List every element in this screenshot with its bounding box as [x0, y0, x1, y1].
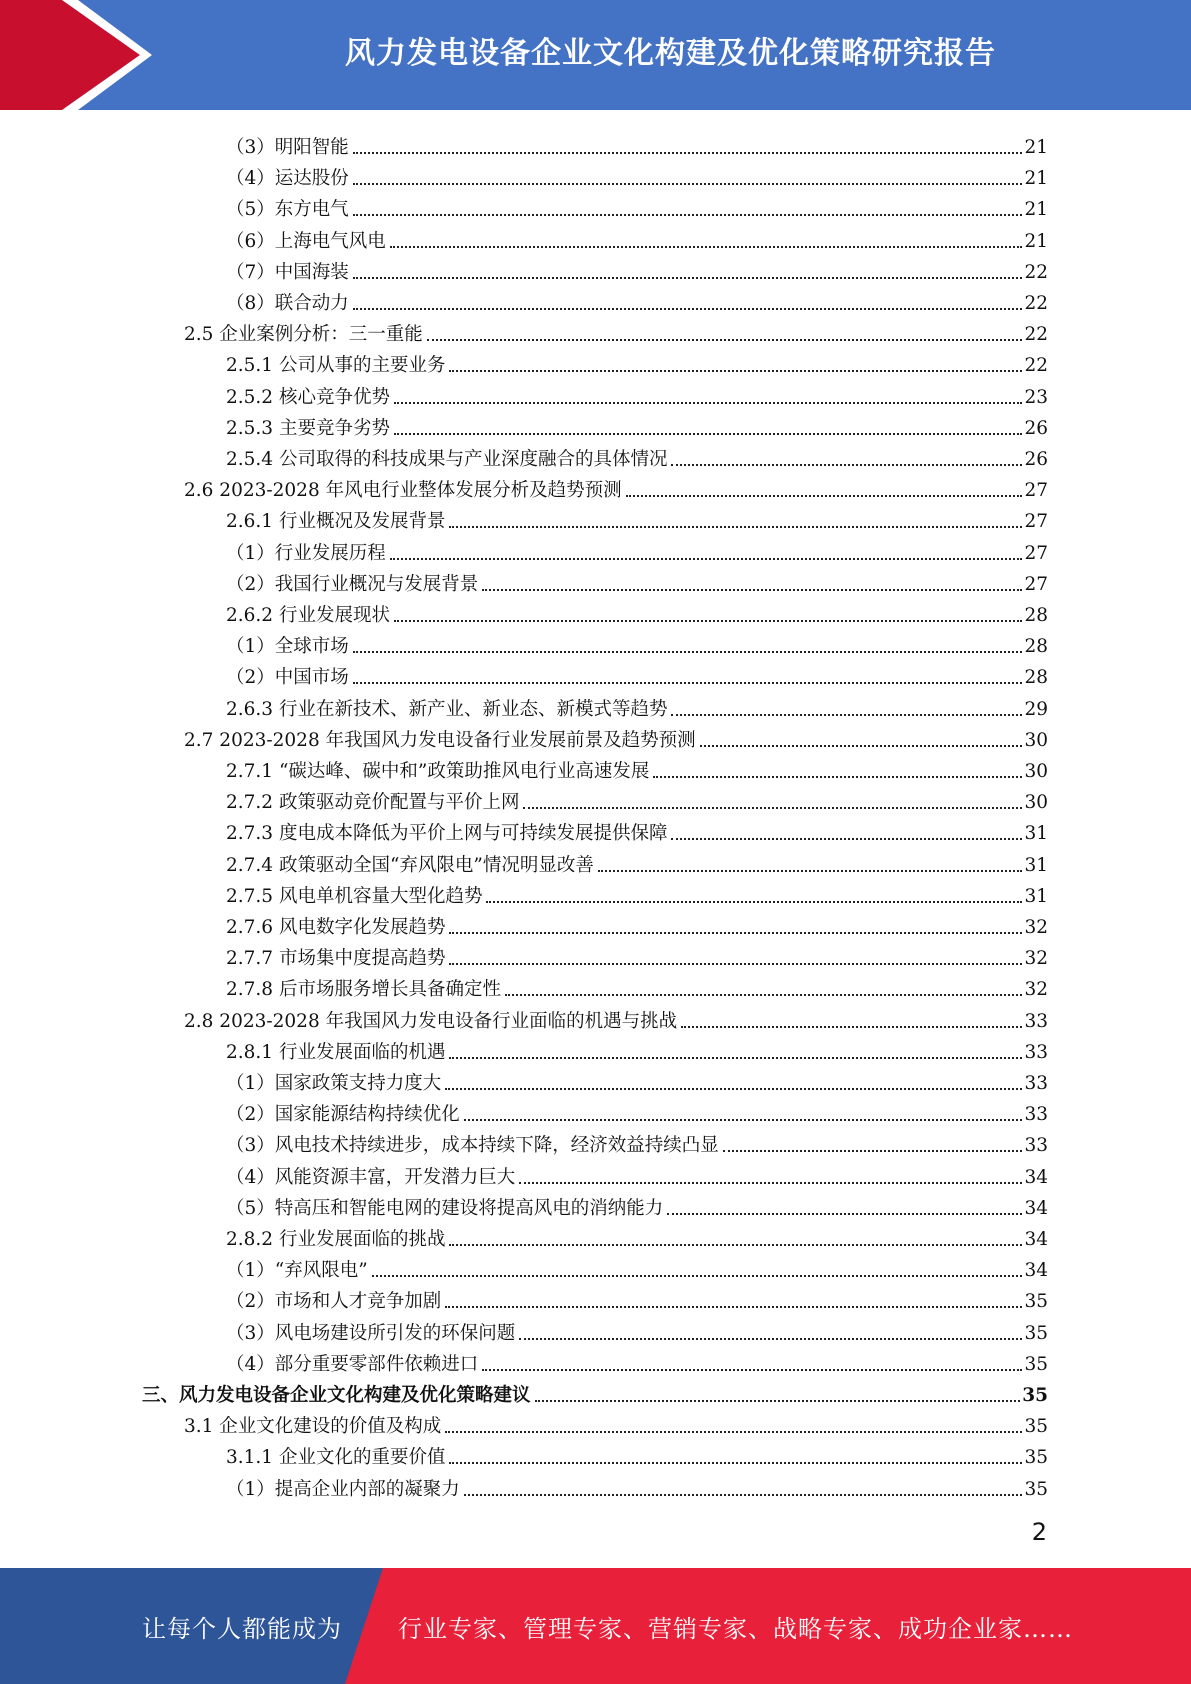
toc-entry-page: 30 — [1024, 792, 1048, 814]
toc-entry-page: 35 — [1024, 1416, 1048, 1438]
toc-entry-label: （1）提高企业内部的凝聚力 — [226, 1478, 460, 1500]
toc-dot-leader — [449, 525, 1022, 528]
toc-dot-leader — [505, 993, 1022, 996]
toc-entry-label: （4）风能资源丰富，开发潜力巨大 — [226, 1166, 516, 1188]
toc-dot-leader — [445, 1430, 1022, 1433]
toc-dot-leader — [671, 463, 1022, 466]
document-title: 风力发电设备企业文化构建及优化策略研究报告 — [345, 36, 996, 71]
toc-dot-leader — [482, 588, 1022, 591]
toc-entry-label: （2）市场和人才竞争加剧 — [226, 1291, 442, 1313]
toc-entry[interactable] — [226, 253, 1048, 284]
toc-entry-label: 2.7.8 后市场服务增长具备确定性 — [226, 979, 501, 1001]
toc-entry-label: 3.1 企业文化建设的价值及构成 — [184, 1416, 442, 1438]
toc-entry[interactable] — [226, 1033, 1048, 1064]
toc-entry-page: 31 — [1024, 854, 1048, 876]
toc-entry[interactable] — [226, 565, 1048, 596]
toc-entry-page: 35 — [1024, 1353, 1048, 1375]
toc-dot-leader — [353, 151, 1023, 154]
toc-dot-leader — [653, 775, 1022, 778]
footer-slogan-right: 行业专家、管理专家、营销专家、战略专家、成功企业家…… — [398, 1614, 1073, 1643]
toc-entry-label: （1）全球市场 — [226, 636, 349, 658]
toc-entry-label: 2.6.2 行业发展现状 — [226, 605, 390, 626]
toc-entry-label: （1）行业发展历程 — [226, 542, 386, 564]
toc-dot-leader — [449, 369, 1022, 372]
toc-entry-page: 33 — [1024, 1104, 1048, 1126]
toc-entry-page: 28 — [1024, 605, 1048, 626]
toc-dot-leader — [449, 1056, 1022, 1059]
toc-entry-page: 33 — [1024, 1135, 1048, 1157]
toc-dot-leader — [353, 650, 1023, 653]
toc-dot-leader — [482, 1368, 1022, 1371]
toc-entry-label: 2.7.1 “碳达峰、碳中和”政策助推风电行业高速发展 — [226, 761, 650, 782]
toc-entry-label: （3）明阳智能 — [226, 137, 349, 158]
toc-entry[interactable] — [226, 752, 1048, 783]
toc-entry-label: （1）国家政策支持力度大 — [226, 1073, 442, 1094]
toc-entry-page: 21 — [1024, 168, 1048, 190]
toc-dot-leader — [353, 276, 1023, 279]
toc-entry[interactable] — [226, 190, 1048, 221]
toc-dot-leader — [671, 837, 1022, 840]
toc-entry-label: （2）国家能源结构持续优化 — [226, 1104, 460, 1126]
toc-entry-label: （4）运达股份 — [226, 168, 349, 190]
toc-entry-label: 2.7.2 政策驱动竞价配置与平价上网 — [226, 792, 520, 814]
toc-entry-page: 32 — [1024, 917, 1048, 938]
toc-dot-leader — [449, 931, 1022, 934]
toc-entry-page: 29 — [1024, 698, 1048, 720]
toc-entry-page: 33 — [1024, 1041, 1048, 1063]
toc-entry[interactable] — [226, 1282, 1048, 1313]
toc-entry-label: 2.5.2 核心竞争优势 — [226, 386, 390, 408]
toc-dot-leader — [519, 1337, 1022, 1340]
toc-entry-label: （4）部分重要零部件依赖进口 — [226, 1353, 479, 1375]
toc-entry-page: 35 — [1024, 1447, 1048, 1469]
toc-entry-label: 2.6 2023-2028 年风电行业整体发展分析及趋势预测 — [184, 480, 622, 502]
toc-entry-page: 35 — [1024, 1322, 1048, 1344]
toc-entry-page: 33 — [1024, 1010, 1048, 1032]
toc-dot-leader — [445, 1087, 1022, 1090]
page-footer — [0, 1568, 1191, 1684]
toc-entry[interactable] — [226, 908, 1048, 939]
toc-entry-page: 27 — [1024, 511, 1048, 533]
toc-entry[interactable] — [226, 877, 1048, 908]
toc-dot-leader — [372, 1274, 1023, 1277]
toc-entry-page: 30 — [1024, 761, 1048, 782]
toc-entry[interactable] — [226, 1189, 1048, 1220]
toc-entry-label: 3.1.1 企业文化的重要价值 — [226, 1447, 446, 1469]
toc-dot-leader — [394, 619, 1022, 622]
toc-dot-leader — [445, 1305, 1022, 1308]
toc-entry-label: （2）中国市场 — [226, 667, 349, 689]
toc-dot-leader — [390, 557, 1023, 560]
toc-entry[interactable] — [226, 814, 1048, 845]
toc-entry[interactable] — [226, 534, 1048, 565]
toc-entry[interactable] — [226, 627, 1048, 658]
toc-dot-leader — [681, 1025, 1022, 1028]
toc-entry[interactable] — [226, 502, 1048, 533]
toc-entry-label: （8）联合动力 — [226, 293, 349, 314]
toc-entry-label: 2.6.1 行业概况及发展背景 — [226, 511, 446, 533]
toc-entry[interactable] — [226, 690, 1048, 721]
toc-dot-leader — [667, 1212, 1022, 1215]
toc-dot-leader — [353, 681, 1023, 684]
toc-dot-leader — [449, 962, 1022, 965]
toc-entry-page: 27 — [1024, 480, 1048, 502]
toc-entry[interactable] — [226, 378, 1048, 409]
toc-entry[interactable] — [226, 1095, 1048, 1126]
toc-entry-label: 2.8 2023-2028 年我国风力发电设备行业面临的机遇与挑战 — [184, 1010, 678, 1032]
toc-entry-label: （3）风电技术持续进步，成本持续下降，经济效益持续凸显 — [226, 1135, 719, 1157]
toc-dot-leader — [353, 213, 1023, 216]
toc-entry[interactable] — [226, 1251, 1048, 1282]
page-header — [0, 0, 1191, 110]
toc-entry-page: 21 — [1024, 230, 1048, 252]
toc-entry-page: 31 — [1024, 823, 1048, 845]
toc-entry-label: 2.7.5 风电单机容量大型化趋势 — [226, 885, 483, 907]
toc-entry[interactable] — [226, 128, 1048, 159]
toc-entry[interactable] — [226, 409, 1048, 440]
toc-entry-label: 2.7.3 度电成本降低为平价上网与可持续发展提供保障 — [226, 823, 668, 845]
toc-entry-label: 三、风力发电设备企业文化构建及优化策略建议 — [142, 1385, 531, 1406]
toc-entry[interactable] — [142, 1376, 1048, 1407]
header-arrow-graphic — [0, 0, 160, 110]
toc-entry[interactable] — [226, 658, 1048, 689]
toc-entry-label: 2.7.4 政策驱动全国“弃风限电”情况明显改善 — [226, 854, 594, 876]
toc-entry-page: 26 — [1024, 449, 1048, 470]
toc-dot-leader — [464, 1118, 1023, 1121]
toc-entry-label: 2.8.1 行业发展面临的机遇 — [226, 1041, 446, 1063]
toc-entry[interactable] — [226, 222, 1048, 253]
toc-entry-page: 22 — [1024, 324, 1048, 346]
toc-entry-label: （3）风电场建设所引发的环保问题 — [226, 1322, 516, 1344]
toc-entry-page: 30 — [1024, 729, 1048, 751]
toc-entry-label: （2）我国行业概况与发展背景 — [226, 573, 479, 595]
toc-dot-leader — [394, 432, 1022, 435]
toc-dot-leader — [523, 806, 1022, 809]
toc-entry[interactable] — [226, 1345, 1048, 1376]
toc-entry-label: 2.7.6 风电数字化发展趋势 — [226, 917, 446, 938]
toc-entry[interactable] — [226, 346, 1048, 377]
toc-entry-label: （1）“弃风限电” — [226, 1260, 368, 1282]
toc-entry[interactable] — [226, 284, 1048, 315]
toc-entry[interactable] — [184, 471, 1048, 502]
toc-entry-label: 2.5.1 公司从事的主要业务 — [226, 355, 446, 377]
toc-dot-leader — [449, 1243, 1022, 1246]
toc-dot-leader — [427, 338, 1023, 341]
toc-entry-label: 2.7 2023-2028 年我国风力发电设备行业发展前景及趋势预测 — [184, 729, 696, 751]
toc-dot-leader — [353, 182, 1023, 185]
toc-entry[interactable] — [226, 159, 1048, 190]
toc-dot-leader — [519, 1181, 1022, 1184]
toc-entry[interactable] — [184, 721, 1048, 752]
toc-entry-page: 22 — [1024, 261, 1048, 283]
toc-entry-page: 34 — [1024, 1197, 1048, 1219]
toc-entry-label: 2.8.2 行业发展面临的挑战 — [226, 1229, 446, 1250]
toc-entry-page: 28 — [1024, 636, 1048, 658]
toc-entry[interactable] — [184, 1002, 1048, 1033]
toc-entry-page: 34 — [1024, 1260, 1048, 1282]
toc-entry-page: 21 — [1024, 199, 1048, 221]
toc-entry[interactable] — [226, 440, 1048, 471]
toc-entry-label: 2.7.7 市场集中度提高趋势 — [226, 948, 446, 970]
toc-entry[interactable] — [226, 1126, 1048, 1157]
toc-dot-leader — [671, 713, 1022, 716]
toc-entry[interactable] — [226, 1158, 1048, 1189]
toc-entry[interactable] — [226, 783, 1048, 814]
toc-entry-page: 22 — [1024, 355, 1048, 377]
toc-dot-leader — [390, 245, 1023, 248]
toc-dot-leader — [700, 744, 1023, 747]
toc-dot-leader — [598, 869, 1023, 872]
toc-entry[interactable] — [226, 1064, 1048, 1095]
toc-dot-leader — [535, 1399, 1021, 1402]
toc-entry[interactable] — [226, 970, 1048, 1001]
toc-entry-page: 35 — [1022, 1385, 1048, 1406]
toc-dot-leader — [353, 307, 1023, 310]
toc-entry-label: 2.5 企业案例分析：三一重能 — [184, 324, 423, 346]
toc-entry[interactable] — [184, 315, 1048, 346]
toc-dot-leader — [464, 1493, 1023, 1496]
toc-entry[interactable] — [226, 1438, 1048, 1469]
toc-entry-page: 27 — [1024, 542, 1048, 564]
toc-entry-label: （5）东方电气 — [226, 199, 349, 221]
toc-entry-page: 34 — [1024, 1229, 1048, 1250]
toc-entry-label: （6）上海电气风电 — [226, 230, 386, 252]
toc-entry[interactable] — [226, 939, 1048, 970]
toc-entry-page: 22 — [1024, 293, 1048, 314]
toc-entry[interactable] — [226, 1470, 1048, 1501]
toc-entry-page: 28 — [1024, 667, 1048, 689]
toc-entry[interactable] — [226, 1220, 1048, 1251]
toc-entry-page: 27 — [1024, 573, 1048, 595]
toc-dot-leader — [394, 401, 1022, 404]
toc-entry-label: 2.5.4 公司取得的科技成果与产业深度融合的具体情况 — [226, 449, 668, 470]
toc-entry-page: 35 — [1024, 1291, 1048, 1313]
toc-dot-leader — [486, 900, 1022, 903]
toc-entry[interactable] — [226, 1314, 1048, 1345]
toc-entry-page: 32 — [1024, 979, 1048, 1001]
toc-entry-label: （7）中国海装 — [226, 261, 349, 283]
toc-dot-leader — [449, 1461, 1022, 1464]
toc-entry[interactable] — [226, 846, 1048, 877]
toc-entry-label: 2.5.3 主要竞争劣势 — [226, 417, 390, 439]
toc-entry-page: 34 — [1024, 1166, 1048, 1188]
page-number: 2 — [1031, 1518, 1047, 1546]
toc-entry-label: 2.6.3 行业在新技术、新产业、新业态、新模式等趋势 — [226, 698, 668, 720]
toc-entry-page: 21 — [1024, 137, 1048, 158]
footer-slogan-left: 让每个人都能成为 — [142, 1614, 342, 1643]
toc-entry[interactable] — [226, 596, 1048, 627]
toc-entry-page: 26 — [1024, 417, 1048, 439]
toc-entry-page: 33 — [1024, 1073, 1048, 1094]
toc-entry-page: 32 — [1024, 948, 1048, 970]
toc-dot-leader — [723, 1149, 1023, 1152]
toc-entry-page: 31 — [1024, 885, 1048, 907]
toc-entry[interactable] — [184, 1407, 1048, 1438]
toc-dot-leader — [626, 494, 1023, 497]
toc-entry-page: 35 — [1024, 1478, 1048, 1500]
toc-entry-label: （5）特高压和智能电网的建设将提高风电的消纳能力 — [226, 1197, 664, 1219]
toc-entry-page: 23 — [1024, 386, 1048, 408]
